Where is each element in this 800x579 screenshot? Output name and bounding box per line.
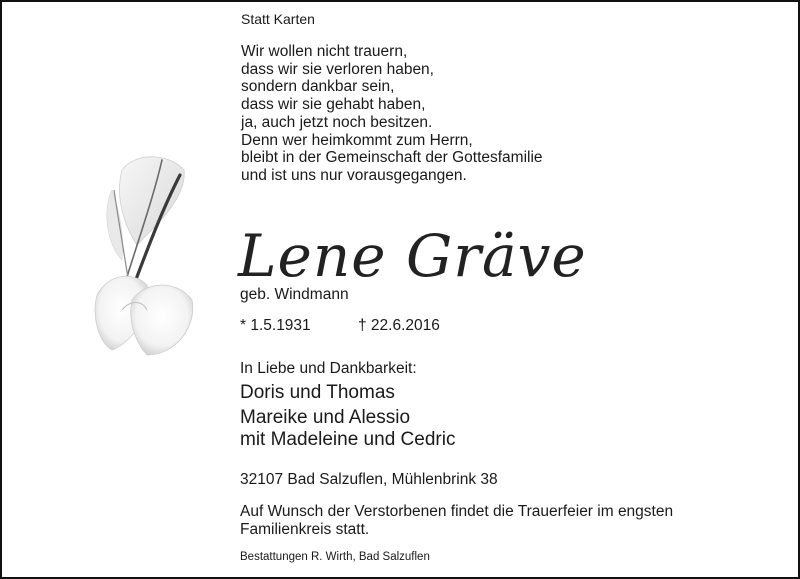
gratitude-line: In Liebe und Dankbarkeit: [240,360,417,377]
calla-lily-icon [92,150,202,360]
deceased-name: Lene Gräve [238,222,587,290]
funeral-note-line: Auf Wunsch der Verstorbenen findet die Trauerfeier im engsten [240,503,674,520]
funeral-note-line: Familienkreis statt. [240,521,370,538]
poem-line: bleibt in der Gemeinschaft der Gottesfamilie [241,149,543,167]
undertaker: Bestattungen R. Wirth, Bad Salzuflen [240,551,430,563]
funeral-note [240,503,673,539]
header-text: Statt Karten [241,11,315,27]
poem-line: Wir wollen nicht trauern, [241,43,408,60]
address: 32107 Bad Salzuflen, Mühlenbrink 38 [240,471,498,488]
death-date: † 22.6.2016 [358,317,440,334]
mourners-list [240,382,395,404]
poem-line: Denn wer heimkommt zum Herrn, [241,131,473,149]
maiden-name: geb. Windmann [240,286,349,303]
mourners-list [240,407,455,451]
poem-line: dass wir sie gehabt haben, [241,96,426,114]
poem-line: sondern dankbar sein, [241,78,395,96]
poem-line: und ist uns nur vorausgegangen. [241,166,467,184]
mourner: Mareike und Alessio [240,407,411,428]
mourner: Doris und Thomas [240,382,395,403]
poem [241,43,543,185]
birth-date: * 1.5.1931 [240,317,311,334]
poem-line: ja, auch jetzt noch besitzen. [241,113,433,131]
mourner: mit Madeleine und Cedric [240,429,456,450]
poem-line: dass wir sie verloren haben, [241,60,434,78]
